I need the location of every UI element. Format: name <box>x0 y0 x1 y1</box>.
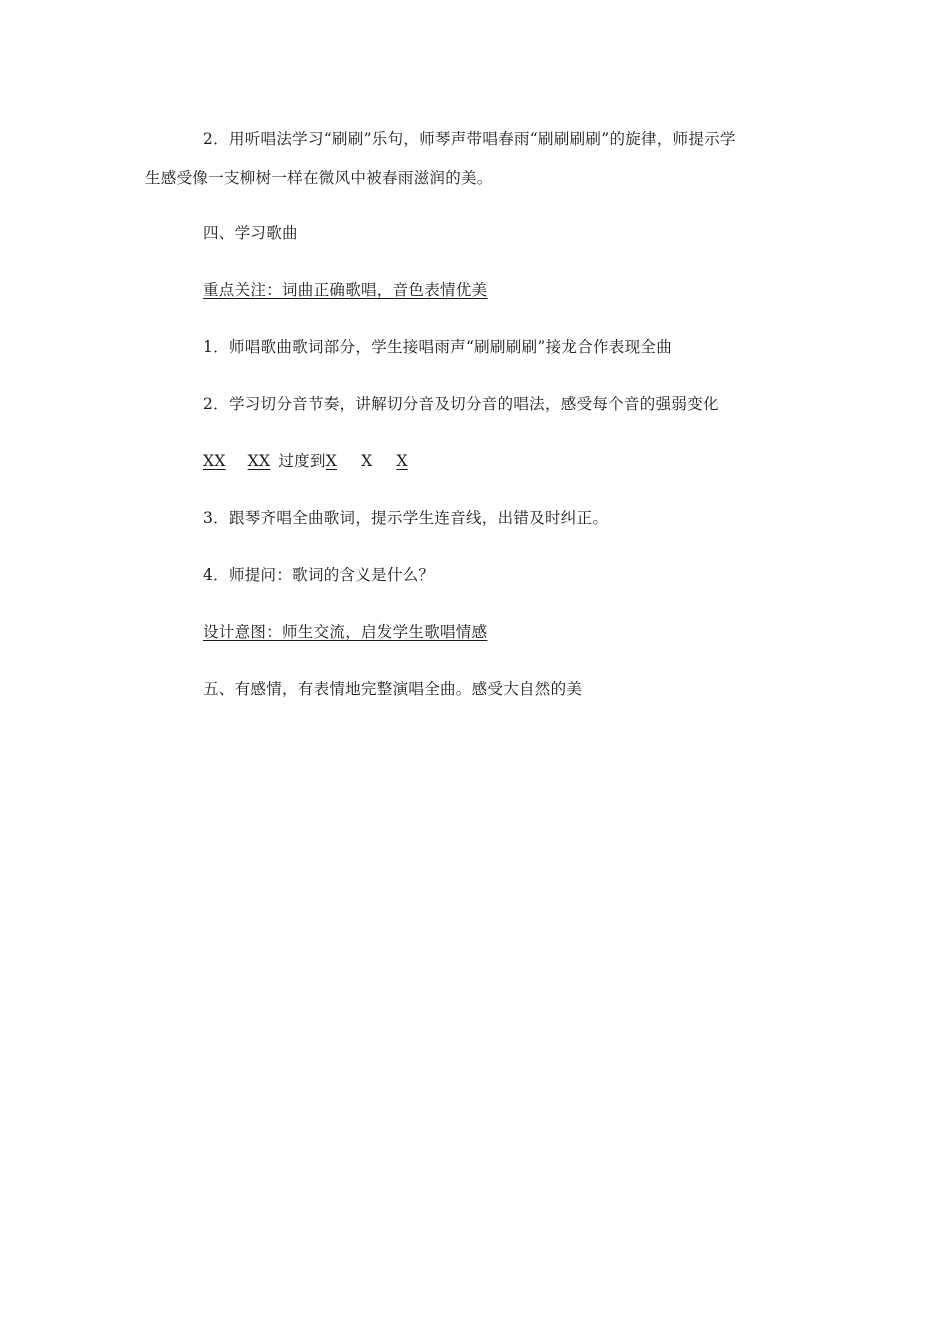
paragraph-2-line-2: 生感受像一支柳树一样在微风中被春雨滋润的美。 <box>145 169 493 187</box>
rhythm-line <box>203 451 408 471</box>
focus-note: 重点关注：词曲正确歌唱，音色表情优美 <box>203 281 488 299</box>
step-1: 1．师唱歌曲歌词部分，学生接唱雨声“刷刷刷刷”接龙合作表现全曲 <box>203 338 673 356</box>
step-2: 2．学习切分音节奏，讲解切分音及切分音的唱法，感受每个音的强弱变化 <box>203 395 719 413</box>
rhythm-note-3: X <box>325 452 338 470</box>
step-4: 4．师提问：歌词的含义是什么？ <box>203 566 435 584</box>
paragraph-2-line-1: 2．用听唱法学习“刷刷”乐句，师琴声带唱春雨“刷刷刷刷”的旋律，师提示学 <box>203 130 736 148</box>
rhythm-note-1: XX <box>203 452 226 470</box>
rhythm-note-2: XX <box>247 452 271 470</box>
rhythm-note-4: X <box>361 452 373 470</box>
design-intent: 设计意图：师生交流，启发学生歌唱情感 <box>203 623 488 641</box>
section-5-heading: 五、有感情，有表情地完整演唱全曲。感受大自然的美 <box>203 680 583 698</box>
step-3: 3．跟琴齐唱全曲歌词，提示学生连音线，出错及时纠正。 <box>203 509 609 527</box>
rhythm-transition: 过度到 <box>278 452 326 470</box>
section-4-heading: 四、学习歌曲 <box>203 224 298 242</box>
rhythm-note-5: X <box>396 452 408 470</box>
